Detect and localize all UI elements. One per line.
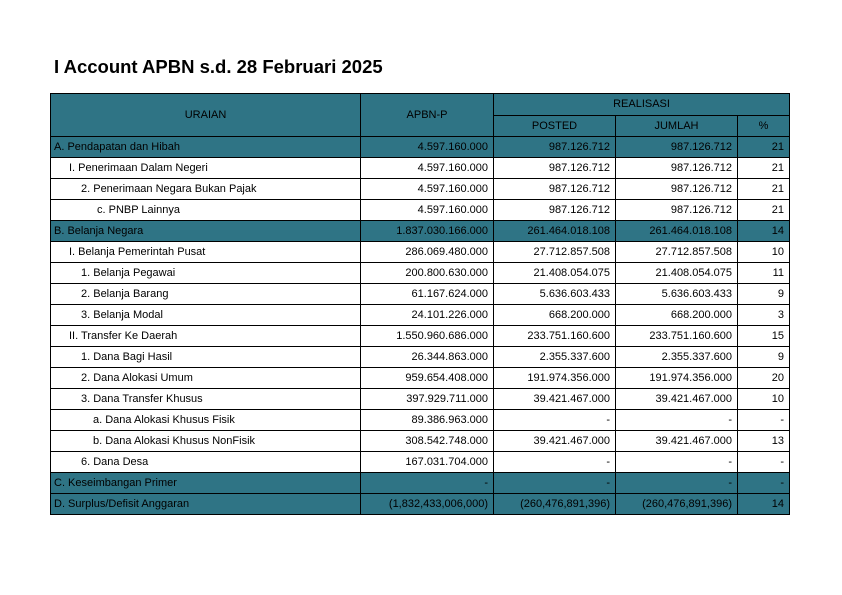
row-jumlah: 39.421.467.000 [616, 389, 738, 410]
row-pct: 21 [738, 179, 790, 200]
row-pct: 10 [738, 389, 790, 410]
row-jumlah: 987.126.712 [616, 200, 738, 221]
row-posted: 191.974.356.000 [494, 368, 616, 389]
header-posted: POSTED [494, 116, 616, 137]
row-apbnp: - [361, 473, 494, 494]
row-label: 3. Belanja Modal [51, 305, 361, 326]
header-jumlah: JUMLAH [616, 116, 738, 137]
row-pct: - [738, 452, 790, 473]
row-posted: 987.126.712 [494, 200, 616, 221]
row-posted: 233.751.160.600 [494, 326, 616, 347]
table-row [51, 452, 790, 473]
row-label: II. Transfer Ke Daerah [51, 326, 361, 347]
row-jumlah: - [616, 473, 738, 494]
row-jumlah: (260,476,891,396) [616, 494, 738, 515]
row-pct: 14 [738, 494, 790, 515]
apbn-table [50, 93, 790, 515]
row-jumlah: - [616, 452, 738, 473]
header-pct: % [738, 116, 790, 137]
table-row [51, 389, 790, 410]
table-row [51, 494, 790, 515]
header-apbnp: APBN-P [361, 94, 494, 137]
row-jumlah: 987.126.712 [616, 179, 738, 200]
table-row [51, 137, 790, 158]
row-pct: 21 [738, 200, 790, 221]
row-posted: 39.421.467.000 [494, 389, 616, 410]
row-label: B. Belanja Negara [51, 221, 361, 242]
table-row [51, 158, 790, 179]
row-apbnp: 200.800.630.000 [361, 263, 494, 284]
row-pct: 9 [738, 347, 790, 368]
row-label: 1. Dana Bagi Hasil [51, 347, 361, 368]
row-pct: 20 [738, 368, 790, 389]
row-label: I. Penerimaan Dalam Negeri [51, 158, 361, 179]
table-row [51, 242, 790, 263]
row-apbnp: 89.386.963.000 [361, 410, 494, 431]
row-apbnp: 24.101.226.000 [361, 305, 494, 326]
row-pct: 15 [738, 326, 790, 347]
row-posted: 21.408.054.075 [494, 263, 616, 284]
row-apbnp: 4.597.160.000 [361, 179, 494, 200]
row-jumlah: 2.355.337.600 [616, 347, 738, 368]
table-row [51, 179, 790, 200]
row-posted: (260,476,891,396) [494, 494, 616, 515]
row-jumlah: 987.126.712 [616, 158, 738, 179]
row-label: A. Pendapatan dan Hibah [51, 137, 361, 158]
row-posted: 2.355.337.600 [494, 347, 616, 368]
row-apbnp: 61.167.624.000 [361, 284, 494, 305]
row-label: 2. Belanja Barang [51, 284, 361, 305]
row-jumlah: 21.408.054.075 [616, 263, 738, 284]
table-row [51, 221, 790, 242]
table-row [51, 431, 790, 452]
row-apbnp: 26.344.863.000 [361, 347, 494, 368]
header-realisasi: REALISASI [494, 94, 790, 116]
row-label: 2. Dana Alokasi Umum [51, 368, 361, 389]
row-jumlah: - [616, 410, 738, 431]
row-jumlah: 261.464.018.108 [616, 221, 738, 242]
table-row [51, 326, 790, 347]
row-label: 6. Dana Desa [51, 452, 361, 473]
table-row [51, 263, 790, 284]
row-posted: 261.464.018.108 [494, 221, 616, 242]
row-pct: 10 [738, 242, 790, 263]
row-apbnp: (1,832,433,006,000) [361, 494, 494, 515]
row-label: a. Dana Alokasi Khusus Fisik [51, 410, 361, 431]
table-row [51, 410, 790, 431]
table-row [51, 305, 790, 326]
row-posted: 668.200.000 [494, 305, 616, 326]
row-pct: - [738, 410, 790, 431]
row-posted: 5.636.603.433 [494, 284, 616, 305]
row-posted: 987.126.712 [494, 158, 616, 179]
table-row [51, 347, 790, 368]
row-pct: - [738, 473, 790, 494]
row-posted: 987.126.712 [494, 137, 616, 158]
row-posted: 27.712.857.508 [494, 242, 616, 263]
row-pct: 3 [738, 305, 790, 326]
header-uraian: URAIAN [51, 94, 361, 137]
row-jumlah: 668.200.000 [616, 305, 738, 326]
table-row [51, 284, 790, 305]
row-label: 1. Belanja Pegawai [51, 263, 361, 284]
row-jumlah: 39.421.467.000 [616, 431, 738, 452]
table-row [51, 368, 790, 389]
row-posted: - [494, 473, 616, 494]
table-row [51, 200, 790, 221]
row-label: C. Keseimbangan Primer [51, 473, 361, 494]
row-jumlah: 191.974.356.000 [616, 368, 738, 389]
row-label: c. PNBP Lainnya [51, 200, 361, 221]
row-apbnp: 4.597.160.000 [361, 137, 494, 158]
row-apbnp: 308.542.748.000 [361, 431, 494, 452]
row-apbnp: 1.550.960.686.000 [361, 326, 494, 347]
row-apbnp: 959.654.408.000 [361, 368, 494, 389]
row-apbnp: 397.929.711.000 [361, 389, 494, 410]
row-posted: 987.126.712 [494, 179, 616, 200]
row-label: 2. Penerimaan Negara Bukan Pajak [51, 179, 361, 200]
row-label: 3. Dana Transfer Khusus [51, 389, 361, 410]
row-pct: 11 [738, 263, 790, 284]
row-posted: - [494, 452, 616, 473]
row-jumlah: 233.751.160.600 [616, 326, 738, 347]
row-label: b. Dana Alokasi Khusus NonFisik [51, 431, 361, 452]
table-row [51, 473, 790, 494]
row-apbnp: 167.031.704.000 [361, 452, 494, 473]
row-pct: 21 [738, 158, 790, 179]
row-label: D. Surplus/Defisit Anggaran [51, 494, 361, 515]
row-pct: 13 [738, 431, 790, 452]
row-pct: 14 [738, 221, 790, 242]
row-jumlah: 987.126.712 [616, 137, 738, 158]
row-apbnp: 4.597.160.000 [361, 158, 494, 179]
row-jumlah: 5.636.603.433 [616, 284, 738, 305]
row-posted: - [494, 410, 616, 431]
row-pct: 21 [738, 137, 790, 158]
row-jumlah: 27.712.857.508 [616, 242, 738, 263]
row-pct: 9 [738, 284, 790, 305]
row-label: I. Belanja Pemerintah Pusat [51, 242, 361, 263]
row-apbnp: 4.597.160.000 [361, 200, 494, 221]
report-title: I Account APBN s.d. 28 Februari 2025 [54, 56, 383, 77]
row-posted: 39.421.467.000 [494, 431, 616, 452]
row-apbnp: 286.069.480.000 [361, 242, 494, 263]
row-apbnp: 1.837.030.166.000 [361, 221, 494, 242]
